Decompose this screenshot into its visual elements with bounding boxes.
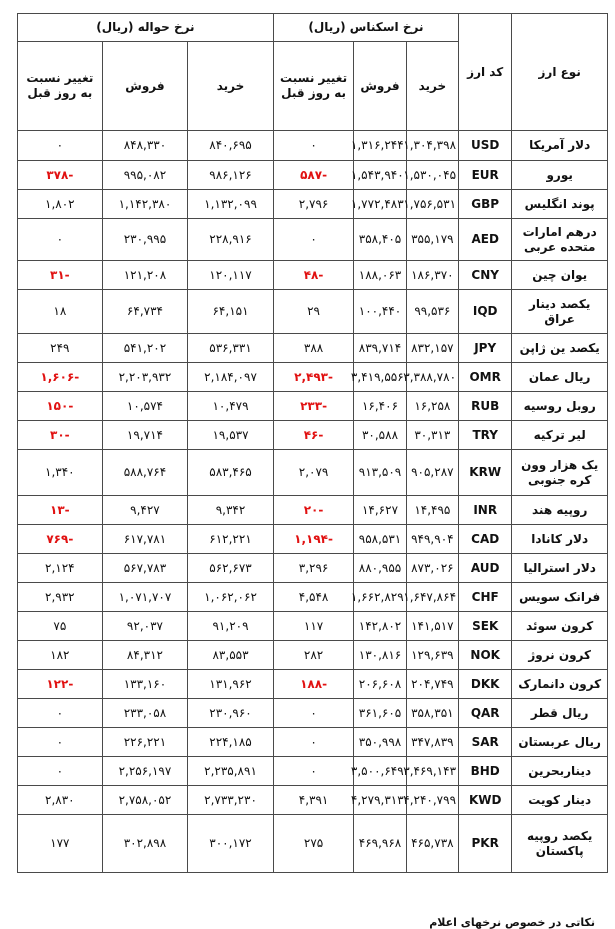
transfer-buy: ۱۰,۴۷۹ bbox=[188, 392, 274, 421]
transfer-buy: ۲۲۸,۹۱۶ bbox=[188, 219, 274, 261]
transfer-buy: ۸۳,۵۵۳ bbox=[188, 641, 274, 670]
banknote-buy: ۳,۴۶۹,۱۴۳ bbox=[406, 757, 458, 786]
currency-code: EUR bbox=[459, 161, 512, 190]
currency-code: USD bbox=[459, 131, 512, 161]
currency-code: CNY bbox=[459, 261, 512, 290]
transfer-sell: ۲,۲۰۳,۹۳۲ bbox=[102, 363, 188, 392]
currency-code: IQD bbox=[459, 290, 512, 334]
currency-name: یک هزار وون کره جنوبی bbox=[512, 450, 608, 496]
header-banknote-change: تغییر نسبت به روز قبل bbox=[273, 42, 354, 131]
table-row bbox=[18, 161, 608, 190]
banknote-change: -۵۸۷ bbox=[273, 161, 354, 190]
currency-name: یکصد روپیه پاکستان bbox=[512, 815, 608, 873]
currency-name: یورو bbox=[512, 161, 608, 190]
banknote-sell: ۴۶۹,۹۶۸ bbox=[354, 815, 406, 873]
banknote-buy: ۹۴۹,۹۰۴ bbox=[406, 525, 458, 554]
banknote-sell: ۹۱۳,۵۰۹ bbox=[354, 450, 406, 496]
banknote-change: -۲۰ bbox=[273, 496, 354, 525]
banknote-change: ۳,۲۹۶ bbox=[273, 554, 354, 583]
currency-name: دلار آمریکا bbox=[512, 131, 608, 161]
banknote-change: -۱,۱۹۴ bbox=[273, 525, 354, 554]
table-row bbox=[18, 219, 608, 261]
banknote-sell: ۲۰۶,۶۰۸ bbox=[354, 670, 406, 699]
table-row bbox=[18, 815, 608, 873]
currency-name: یوان چین bbox=[512, 261, 608, 290]
banknote-change: ۳۸۸ bbox=[273, 334, 354, 363]
banknote-buy: ۱,۷۵۶,۵۳۱ bbox=[406, 190, 458, 219]
currency-code: AED bbox=[459, 219, 512, 261]
currency-name: کرون دانمارک bbox=[512, 670, 608, 699]
currency-name: ریال قطر bbox=[512, 699, 608, 728]
banknote-change: ۲,۰۷۹ bbox=[273, 450, 354, 496]
transfer-change: ۷۵ bbox=[18, 612, 103, 641]
banknote-change: -۲۳۳ bbox=[273, 392, 354, 421]
transfer-change: ۰ bbox=[18, 728, 103, 757]
banknote-buy: ۳,۳۸۸,۷۸۰ bbox=[406, 363, 458, 392]
banknote-buy: ۴۶۵,۷۳۸ bbox=[406, 815, 458, 873]
banknote-buy: ۱۸۶,۳۷۰ bbox=[406, 261, 458, 290]
table-row bbox=[18, 450, 608, 496]
banknote-sell: ۳۵۰,۹۹۸ bbox=[354, 728, 406, 757]
transfer-sell: ۱۲۱,۲۰۸ bbox=[102, 261, 188, 290]
transfer-sell: ۱۳۳,۱۶۰ bbox=[102, 670, 188, 699]
transfer-sell: ۲,۷۵۸,۰۵۲ bbox=[102, 786, 188, 815]
transfer-buy: ۵۸۳,۴۶۵ bbox=[188, 450, 274, 496]
transfer-sell: ۸۴۸,۳۳۰ bbox=[102, 131, 188, 161]
header-banknote-buy: خرید bbox=[406, 42, 458, 131]
transfer-sell: ۱,۱۴۲,۳۸۰ bbox=[102, 190, 188, 219]
transfer-sell: ۶۱۷,۷۸۱ bbox=[102, 525, 188, 554]
transfer-sell: ۵۶۷,۷۸۳ bbox=[102, 554, 188, 583]
currency-name: یکصد دینار عراق bbox=[512, 290, 608, 334]
table-row bbox=[18, 670, 608, 699]
banknote-change: ۴,۵۴۸ bbox=[273, 583, 354, 612]
currency-name: روپیه هند bbox=[512, 496, 608, 525]
transfer-buy: ۹۸۶,۱۲۶ bbox=[188, 161, 274, 190]
table-row bbox=[18, 728, 608, 757]
currency-name: یکصد ین ژاپن bbox=[512, 334, 608, 363]
table-row bbox=[18, 334, 608, 363]
transfer-buy: ۲,۲۳۵,۸۹۱ bbox=[188, 757, 274, 786]
currency-name: روبل روسیه bbox=[512, 392, 608, 421]
transfer-buy: ۹,۳۴۲ bbox=[188, 496, 274, 525]
transfer-change: ۲۴۹ bbox=[18, 334, 103, 363]
transfer-change: ۲,۹۳۲ bbox=[18, 583, 103, 612]
banknote-buy: ۳۰,۳۱۳ bbox=[406, 421, 458, 450]
currency-name: دیناربحرین bbox=[512, 757, 608, 786]
currency-name: کرون سوئد bbox=[512, 612, 608, 641]
currency-name: فرانک سویس bbox=[512, 583, 608, 612]
header-currency-code: کد ارز bbox=[459, 14, 512, 131]
banknote-sell: ۸۸۰,۹۵۵ bbox=[354, 554, 406, 583]
table-row bbox=[18, 699, 608, 728]
banknote-buy: ۱۴,۴۹۵ bbox=[406, 496, 458, 525]
table-row bbox=[18, 757, 608, 786]
currency-name: لیر ترکیه bbox=[512, 421, 608, 450]
transfer-sell: ۳۰۲,۸۹۸ bbox=[102, 815, 188, 873]
transfer-sell: ۱۰,۵۷۴ bbox=[102, 392, 188, 421]
currency-code: DKK bbox=[459, 670, 512, 699]
transfer-sell: ۵۸۸,۷۶۴ bbox=[102, 450, 188, 496]
transfer-buy: ۲۳۰,۹۶۰ bbox=[188, 699, 274, 728]
transfer-buy: ۱۳۱,۹۶۲ bbox=[188, 670, 274, 699]
transfer-change: -۳۷۸ bbox=[18, 161, 103, 190]
transfer-change: ۱,۳۴۰ bbox=[18, 450, 103, 496]
transfer-sell: ۲۲۶,۲۲۱ bbox=[102, 728, 188, 757]
banknote-buy: ۲۰۴,۷۴۹ bbox=[406, 670, 458, 699]
header-currency-type: نوع ارز bbox=[512, 14, 608, 131]
banknote-sell: ۱۴,۶۲۷ bbox=[354, 496, 406, 525]
currency-code: PKR bbox=[459, 815, 512, 873]
banknote-sell: ۱,۷۷۲,۴۸۳ bbox=[354, 190, 406, 219]
header-transfer-sell: فروش bbox=[102, 42, 188, 131]
transfer-change: ۱۸۲ bbox=[18, 641, 103, 670]
currency-code: RUB bbox=[459, 392, 512, 421]
table-row bbox=[18, 261, 608, 290]
currency-code: OMR bbox=[459, 363, 512, 392]
rate-rows bbox=[18, 131, 608, 873]
banknote-change: ۲۹ bbox=[273, 290, 354, 334]
transfer-sell: ۹,۴۲۷ bbox=[102, 496, 188, 525]
transfer-buy: ۲,۱۸۴,۰۹۷ bbox=[188, 363, 274, 392]
banknote-sell: ۱۶,۴۰۶ bbox=[354, 392, 406, 421]
transfer-buy: ۹۱,۲۰۹ bbox=[188, 612, 274, 641]
banknote-buy: ۳۴۷,۸۳۹ bbox=[406, 728, 458, 757]
transfer-buy: ۳۰۰,۱۷۲ bbox=[188, 815, 274, 873]
banknote-buy: ۹۹,۵۳۶ bbox=[406, 290, 458, 334]
banknote-buy: ۳۵۸,۳۵۱ bbox=[406, 699, 458, 728]
banknote-change: -۴۶ bbox=[273, 421, 354, 450]
table-row bbox=[18, 583, 608, 612]
table-row bbox=[18, 392, 608, 421]
banknote-buy: ۴,۲۴۰,۷۹۹ bbox=[406, 786, 458, 815]
transfer-change: -۳۱ bbox=[18, 261, 103, 290]
table-row bbox=[18, 421, 608, 450]
transfer-change: ۰ bbox=[18, 757, 103, 786]
transfer-buy: ۲۲۴,۱۸۵ bbox=[188, 728, 274, 757]
banknote-sell: ۱,۶۶۲,۸۲۹ bbox=[354, 583, 406, 612]
banknote-sell: ۸۳۹,۷۱۴ bbox=[354, 334, 406, 363]
banknote-sell: ۱,۳۱۶,۲۴۴ bbox=[354, 131, 406, 161]
transfer-buy: ۶۴,۱۵۱ bbox=[188, 290, 274, 334]
transfer-sell: ۲۳۰,۹۹۵ bbox=[102, 219, 188, 261]
transfer-buy: ۸۴۰,۶۹۵ bbox=[188, 131, 274, 161]
transfer-sell: ۱,۰۷۱,۷۰۷ bbox=[102, 583, 188, 612]
banknote-sell: ۳۶۱,۶۰۵ bbox=[354, 699, 406, 728]
banknote-change: ۲۸۲ bbox=[273, 641, 354, 670]
currency-code: GBP bbox=[459, 190, 512, 219]
table-row bbox=[18, 290, 608, 334]
banknote-change: ۰ bbox=[273, 757, 354, 786]
banknote-sell: ۳,۵۰۰,۶۴۹ bbox=[354, 757, 406, 786]
currency-code: TRY bbox=[459, 421, 512, 450]
banknote-change: -۱۸۸ bbox=[273, 670, 354, 699]
banknote-buy: ۸۷۳,۰۲۶ bbox=[406, 554, 458, 583]
footer-note: نکاتی در خصوص نرخهای اعلام bbox=[429, 916, 595, 929]
transfer-change: -۱۵۰ bbox=[18, 392, 103, 421]
banknote-buy: ۱۴۱,۵۱۷ bbox=[406, 612, 458, 641]
banknote-sell: ۳۰,۵۸۸ bbox=[354, 421, 406, 450]
banknote-sell: ۳۵۸,۴۰۵ bbox=[354, 219, 406, 261]
transfer-change: -۱۲۲ bbox=[18, 670, 103, 699]
transfer-change: ۱۸ bbox=[18, 290, 103, 334]
banknote-sell: ۱۴۲,۸۰۲ bbox=[354, 612, 406, 641]
currency-code: KWD bbox=[459, 786, 512, 815]
transfer-buy: ۱۹,۵۳۷ bbox=[188, 421, 274, 450]
transfer-change: -۱,۶۰۶ bbox=[18, 363, 103, 392]
table-row bbox=[18, 363, 608, 392]
banknote-buy: ۸۳۲,۱۵۷ bbox=[406, 334, 458, 363]
currency-code: NOK bbox=[459, 641, 512, 670]
currency-name: درهم امارات متحده عربی bbox=[512, 219, 608, 261]
currency-code: AUD bbox=[459, 554, 512, 583]
header-transfer-change: تغییر نسبت به روز قبل bbox=[18, 42, 103, 131]
header-group-row bbox=[18, 14, 608, 42]
banknote-sell: ۱۳۰,۸۱۶ bbox=[354, 641, 406, 670]
banknote-change: ۰ bbox=[273, 219, 354, 261]
banknote-change: ۲,۷۹۶ bbox=[273, 190, 354, 219]
banknote-buy: ۳۵۵,۱۷۹ bbox=[406, 219, 458, 261]
transfer-sell: ۵۴۱,۲۰۲ bbox=[102, 334, 188, 363]
currency-name: دلار کانادا bbox=[512, 525, 608, 554]
table-row bbox=[18, 612, 608, 641]
transfer-change: ۰ bbox=[18, 699, 103, 728]
transfer-change: ۱۷۷ bbox=[18, 815, 103, 873]
banknote-buy: ۹۰۵,۲۸۷ bbox=[406, 450, 458, 496]
transfer-change: -۳۰ bbox=[18, 421, 103, 450]
currency-name: پوند انگلیس bbox=[512, 190, 608, 219]
transfer-sell: ۲,۲۵۶,۱۹۷ bbox=[102, 757, 188, 786]
currency-name: دلار استرالیا bbox=[512, 554, 608, 583]
currency-code: SEK bbox=[459, 612, 512, 641]
transfer-change: ۲,۸۳۰ bbox=[18, 786, 103, 815]
currency-code: SAR bbox=[459, 728, 512, 757]
banknote-buy: ۱۲۹,۶۳۹ bbox=[406, 641, 458, 670]
transfer-buy: ۵۶۲,۶۷۳ bbox=[188, 554, 274, 583]
banknote-change: -۴۸ bbox=[273, 261, 354, 290]
transfer-sell: ۸۴,۳۱۲ bbox=[102, 641, 188, 670]
transfer-change: -۷۶۹ bbox=[18, 525, 103, 554]
transfer-change: -۱۳ bbox=[18, 496, 103, 525]
currency-code: KRW bbox=[459, 450, 512, 496]
banknote-buy: ۱,۵۳۰,۰۴۵ bbox=[406, 161, 458, 190]
transfer-sell: ۶۴,۷۳۴ bbox=[102, 290, 188, 334]
banknote-change: ۱۱۷ bbox=[273, 612, 354, 641]
header-transfer-buy: خرید bbox=[188, 42, 274, 131]
banknote-change: ۴,۳۹۱ bbox=[273, 786, 354, 815]
exchange-rate-table bbox=[17, 13, 608, 873]
transfer-sell: ۹۹۵,۰۸۲ bbox=[102, 161, 188, 190]
banknote-sell: ۴,۲۷۹,۳۱۳ bbox=[354, 786, 406, 815]
transfer-change: ۲,۱۲۴ bbox=[18, 554, 103, 583]
transfer-change: ۱,۸۰۲ bbox=[18, 190, 103, 219]
transfer-buy: ۱۲۰,۱۱۷ bbox=[188, 261, 274, 290]
transfer-buy: ۱,۱۳۲,۰۹۹ bbox=[188, 190, 274, 219]
table-row bbox=[18, 131, 608, 161]
currency-code: INR bbox=[459, 496, 512, 525]
banknote-buy: ۱,۳۰۴,۳۹۸ bbox=[406, 131, 458, 161]
table-row bbox=[18, 496, 608, 525]
currency-code: JPY bbox=[459, 334, 512, 363]
currency-name: ریال عمان bbox=[512, 363, 608, 392]
banknote-sell: ۱۰۰,۴۴۰ bbox=[354, 290, 406, 334]
header-banknote-group: نرخ اسکناس (ریال) bbox=[273, 14, 458, 42]
banknote-buy: ۱۶,۲۵۸ bbox=[406, 392, 458, 421]
transfer-sell: ۹۲,۰۳۷ bbox=[102, 612, 188, 641]
currency-code: BHD bbox=[459, 757, 512, 786]
banknote-change: ۰ bbox=[273, 728, 354, 757]
banknote-buy: ۱,۶۴۷,۸۶۴ bbox=[406, 583, 458, 612]
transfer-change: ۰ bbox=[18, 131, 103, 161]
table-row bbox=[18, 786, 608, 815]
banknote-sell: ۱۸۸,۰۶۳ bbox=[354, 261, 406, 290]
transfer-buy: ۲,۷۳۳,۲۳۰ bbox=[188, 786, 274, 815]
header-transfer-group: نرخ حواله (ریال) bbox=[18, 14, 274, 42]
table-row bbox=[18, 641, 608, 670]
banknote-change: ۰ bbox=[273, 699, 354, 728]
transfer-buy: ۶۱۲,۲۲۱ bbox=[188, 525, 274, 554]
transfer-change: ۰ bbox=[18, 219, 103, 261]
banknote-sell: ۹۵۸,۵۳۱ bbox=[354, 525, 406, 554]
transfer-sell: ۲۳۳,۰۵۸ bbox=[102, 699, 188, 728]
currency-code: CAD bbox=[459, 525, 512, 554]
table-row bbox=[18, 190, 608, 219]
table-row bbox=[18, 554, 608, 583]
banknote-sell: ۱,۵۴۳,۹۴۰ bbox=[354, 161, 406, 190]
currency-name: کرون نروژ bbox=[512, 641, 608, 670]
currency-code: CHF bbox=[459, 583, 512, 612]
currency-name: ریال عربستان bbox=[512, 728, 608, 757]
transfer-sell: ۱۹,۷۱۴ bbox=[102, 421, 188, 450]
transfer-buy: ۱,۰۶۲,۰۶۲ bbox=[188, 583, 274, 612]
table-row bbox=[18, 525, 608, 554]
header-banknote-sell: فروش bbox=[354, 42, 406, 131]
transfer-buy: ۵۳۶,۳۳۱ bbox=[188, 334, 274, 363]
banknote-sell: ۳,۴۱۹,۵۵۶ bbox=[354, 363, 406, 392]
currency-code: QAR bbox=[459, 699, 512, 728]
banknote-change: ۰ bbox=[273, 131, 354, 161]
banknote-change: -۲,۴۹۳ bbox=[273, 363, 354, 392]
currency-name: دینار کویت bbox=[512, 786, 608, 815]
banknote-change: ۲۷۵ bbox=[273, 815, 354, 873]
